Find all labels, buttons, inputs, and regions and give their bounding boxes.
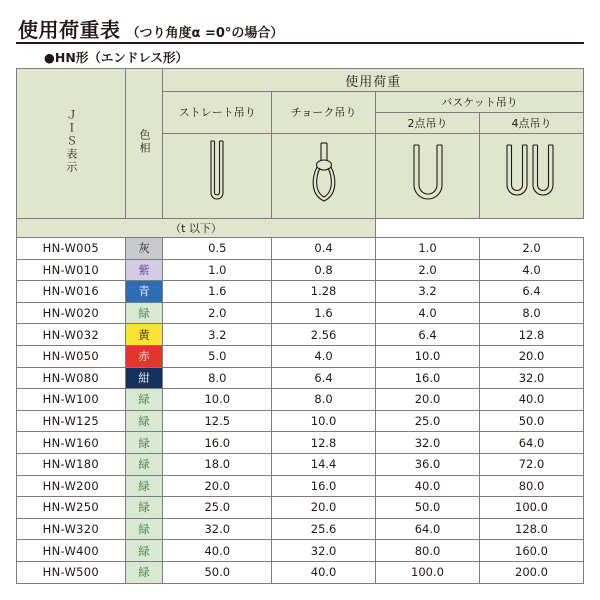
- cell-basket-4point: 32.0: [479, 367, 583, 389]
- cell-basket-2point: 32.0: [376, 432, 480, 454]
- table-row: [17, 345, 584, 367]
- cell-jis-code: HN-W200: [17, 475, 126, 497]
- cell-basket-2point: 36.0: [376, 453, 480, 475]
- cell-color: 青: [125, 281, 163, 303]
- cell-color: 緑: [125, 432, 163, 454]
- cell-basket-4point: 64.0: [479, 432, 583, 454]
- table-row: [17, 281, 584, 303]
- cell-basket-4point: 72.0: [479, 453, 583, 475]
- basket-2point-sling-icon: [376, 134, 480, 219]
- table-row: [17, 302, 584, 324]
- table-header-row-1: [17, 69, 584, 92]
- cell-basket-4point: 8.0: [479, 302, 583, 324]
- header-color-label: 色相: [138, 129, 152, 155]
- cell-color: 緑: [125, 540, 163, 562]
- cell-choke: 0.8: [272, 259, 376, 281]
- cell-jis-code: HN-W160: [17, 432, 126, 454]
- table-row: [17, 410, 584, 432]
- cell-straight: 8.0: [163, 367, 272, 389]
- cell-choke: 16.0: [272, 475, 376, 497]
- load-capacity-table: [16, 68, 584, 584]
- page-title: [18, 14, 283, 43]
- header-capacity: 使用荷重: [163, 69, 584, 92]
- cell-basket-2point: 10.0: [376, 345, 480, 367]
- table-row: [17, 561, 584, 583]
- cell-jis-code: HN-W400: [17, 540, 126, 562]
- cell-jis-code: HN-W032: [17, 324, 126, 346]
- cell-straight: 20.0: [163, 475, 272, 497]
- cell-basket-4point: 160.0: [479, 540, 583, 562]
- cell-basket-4point: 20.0: [479, 345, 583, 367]
- cell-basket-2point: 6.4: [376, 324, 480, 346]
- cell-basket-4point: 128.0: [479, 518, 583, 540]
- cell-straight: 10.0: [163, 389, 272, 411]
- cell-jis-code: HN-W320: [17, 518, 126, 540]
- header-straight-label: ストレート吊り: [178, 105, 256, 119]
- table-row: [17, 238, 584, 260]
- header-choke-label: チョーク吊り: [290, 105, 357, 119]
- cell-basket-2point: 2.0: [376, 259, 480, 281]
- cell-basket-4point: 4.0: [479, 259, 583, 281]
- cell-color: 赤: [125, 345, 163, 367]
- basket-4point-sling-icon: [479, 134, 583, 219]
- cell-jis-code: HN-W100: [17, 389, 126, 411]
- cell-basket-2point: 80.0: [376, 540, 480, 562]
- cell-choke: 40.0: [272, 561, 376, 583]
- cell-straight: 18.0: [163, 453, 272, 475]
- cell-basket-2point: 40.0: [376, 475, 480, 497]
- header-choke: [272, 92, 376, 134]
- cell-choke: 1.6: [272, 302, 376, 324]
- straight-sling-icon: [163, 134, 272, 219]
- cell-jis-code: HN-W180: [17, 453, 126, 475]
- cell-color: 紫: [125, 259, 163, 281]
- cell-choke: 32.0: [272, 540, 376, 562]
- header-jis: [17, 69, 126, 219]
- table-unit-row: [17, 219, 584, 238]
- cell-basket-4point: 200.0: [479, 561, 583, 583]
- cell-straight: 12.5: [163, 410, 272, 432]
- cell-color: 緑: [125, 302, 163, 324]
- cell-basket-2point: 100.0: [376, 561, 480, 583]
- cell-straight: 1.0: [163, 259, 272, 281]
- cell-basket-4point: 6.4: [479, 281, 583, 303]
- cell-basket-2point: 16.0: [376, 367, 480, 389]
- table-row: [17, 518, 584, 540]
- cell-color: 黄: [125, 324, 163, 346]
- table-row: [17, 475, 584, 497]
- cell-basket-2point: 25.0: [376, 410, 480, 432]
- cell-straight: 32.0: [163, 518, 272, 540]
- header-straight: [163, 92, 272, 134]
- cell-basket-4point: 50.0: [479, 410, 583, 432]
- cell-basket-2point: 20.0: [376, 389, 480, 411]
- cell-color: 紺: [125, 367, 163, 389]
- cell-color: 緑: [125, 497, 163, 519]
- cell-choke: 12.8: [272, 432, 376, 454]
- header-basket-4point: 4点吊り: [479, 113, 583, 134]
- cell-jis-code: HN-W020: [17, 302, 126, 324]
- cell-jis-code: HN-W250: [17, 497, 126, 519]
- cell-straight: 0.5: [163, 238, 272, 260]
- unit-label: （t 以下）: [17, 219, 376, 238]
- cell-basket-4point: 40.0: [479, 389, 583, 411]
- cell-straight: 5.0: [163, 345, 272, 367]
- cell-jis-code: HN-W016: [17, 281, 126, 303]
- cell-basket-4point: 12.8: [479, 324, 583, 346]
- cell-choke: 8.0: [272, 389, 376, 411]
- cell-jis-code: HN-W500: [17, 561, 126, 583]
- cell-basket-2point: 50.0: [376, 497, 480, 519]
- cell-choke: 20.0: [272, 497, 376, 519]
- cell-choke: 10.0: [272, 410, 376, 432]
- cell-basket-2point: 64.0: [376, 518, 480, 540]
- cell-choke: 4.0: [272, 345, 376, 367]
- cell-color: 緑: [125, 389, 163, 411]
- table-row: [17, 540, 584, 562]
- cell-basket-4point: 2.0: [479, 238, 583, 260]
- table-row: [17, 259, 584, 281]
- cell-choke: 2.56: [272, 324, 376, 346]
- cell-jis-code: HN-W050: [17, 345, 126, 367]
- cell-basket-2point: 4.0: [376, 302, 480, 324]
- cell-choke: 0.4: [272, 238, 376, 260]
- table-row: [17, 367, 584, 389]
- cell-straight: 3.2: [163, 324, 272, 346]
- cell-color: 緑: [125, 453, 163, 475]
- cell-color: 緑: [125, 475, 163, 497]
- cell-color: 緑: [125, 410, 163, 432]
- subtitle: ●HN形（エンドレス形）: [44, 50, 188, 65]
- header-basket: バスケット吊り: [376, 92, 584, 113]
- choke-sling-icon: [272, 134, 376, 219]
- cell-color: 緑: [125, 561, 163, 583]
- header-color: [125, 69, 163, 219]
- cell-choke: 14.4: [272, 453, 376, 475]
- cell-jis-code: HN-W010: [17, 259, 126, 281]
- cell-basket-4point: 80.0: [479, 475, 583, 497]
- table-row: [17, 324, 584, 346]
- cell-straight: 40.0: [163, 540, 272, 562]
- cell-choke: 25.6: [272, 518, 376, 540]
- cell-straight: 25.0: [163, 497, 272, 519]
- table-body: [17, 238, 584, 584]
- cell-straight: 16.0: [163, 432, 272, 454]
- cell-choke: 6.4: [272, 367, 376, 389]
- cell-jis-code: HN-W005: [17, 238, 126, 260]
- title-sub: （つり角度α =0°の場合）: [126, 26, 284, 41]
- table-row: [17, 497, 584, 519]
- title-divider: [16, 42, 584, 44]
- table-row: [17, 453, 584, 475]
- title-main: 使用荷重表: [18, 18, 121, 42]
- cell-basket-2point: 1.0: [376, 238, 480, 260]
- cell-color: 緑: [125, 518, 163, 540]
- cell-straight: 50.0: [163, 561, 272, 583]
- cell-straight: 2.0: [163, 302, 272, 324]
- header-jis-label: ＪＩＳ表示: [64, 108, 78, 174]
- cell-straight: 1.6: [163, 281, 272, 303]
- cell-basket-2point: 3.2: [376, 281, 480, 303]
- table-row: [17, 389, 584, 411]
- cell-jis-code: HN-W080: [17, 367, 126, 389]
- table-row: [17, 432, 584, 454]
- cell-basket-4point: 100.0: [479, 497, 583, 519]
- cell-choke: 1.28: [272, 281, 376, 303]
- cell-color: 灰: [125, 238, 163, 260]
- cell-jis-code: HN-W125: [17, 410, 126, 432]
- header-basket-2point: 2点吊り: [376, 113, 480, 134]
